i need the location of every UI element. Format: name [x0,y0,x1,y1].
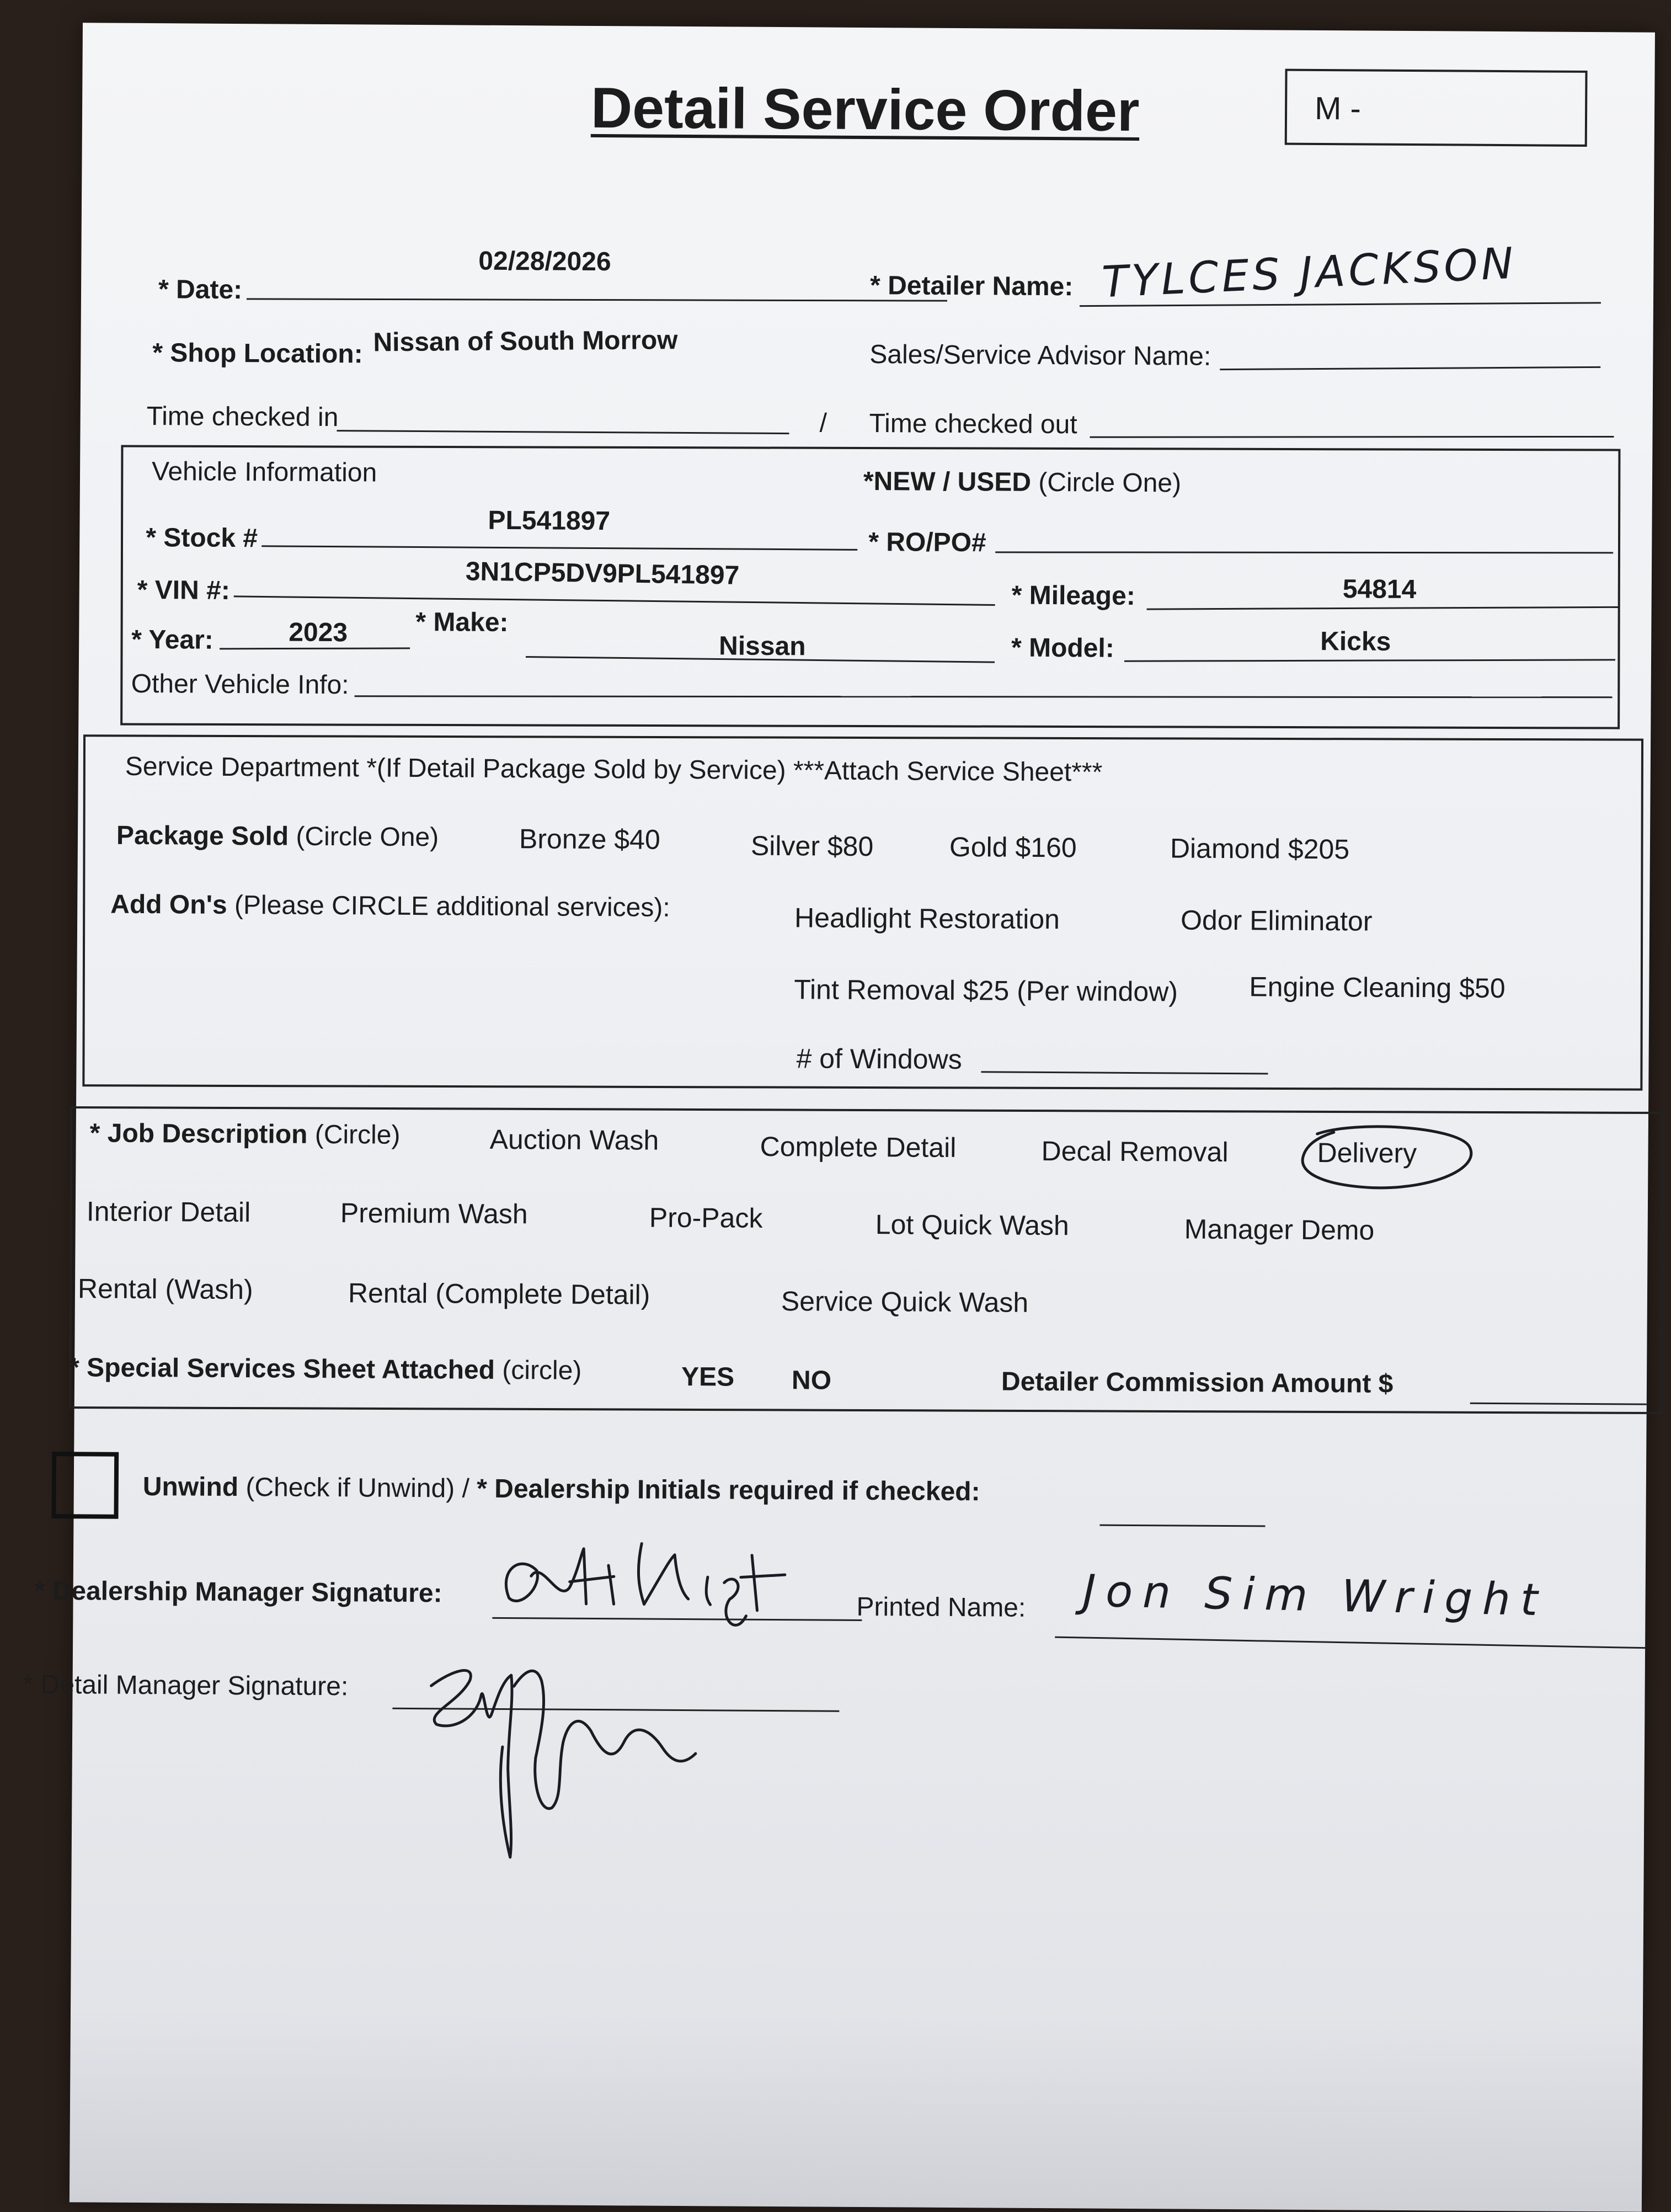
make-value: Nissan [718,631,806,662]
job-delivery[interactable]: Delivery [1317,1137,1417,1169]
time-out-label: Time checked out [869,409,1077,440]
date-line [247,298,947,301]
ro-po-label: * RO/PO# [868,527,986,558]
addon-odor-eliminator[interactable]: Odor Eliminator [1180,904,1373,937]
mileage-value: 54814 [1342,574,1417,605]
job-description-note: (Circle) [314,1120,401,1150]
detailer-commission-label: Detailer Commission Amount $ [1001,1367,1394,1399]
advisor-name-label: Sales/Service Advisor Name: [869,340,1211,371]
form-number-box [1285,69,1588,147]
job-interior-detail[interactable]: Interior Detail [86,1196,251,1228]
year-value: 2023 [289,617,348,648]
addon-tint-removal[interactable]: Tint Removal $25 (Per window) [794,974,1178,1008]
detail-manager-signature [414,1647,724,1869]
package-silver[interactable]: Silver $80 [750,830,874,862]
special-services-label: * Special Services Sheet Attached [68,1353,495,1385]
mileage-label: * Mileage: [1011,580,1135,611]
time-separator: / [819,408,828,438]
stock-label: * Stock # [146,523,258,553]
service-order-paper [23,23,1655,2211]
job-rental-wash[interactable]: Rental (Wash) [77,1273,253,1305]
job-service-quick-wash[interactable]: Service Quick Wash [781,1286,1029,1318]
new-used-note: (Circle One) [1038,467,1182,498]
detailer-name-value: TYLCES JACKSON [1101,238,1518,308]
date-value: 02/28/2026 [478,246,611,277]
dealership-manager-signature-label: * Dealership Manager Signature: [34,1576,442,1608]
printed-name-line [1055,1637,1645,1649]
job-auction-wash[interactable]: Auction Wash [489,1123,659,1156]
detailer-name-label: * Detailer Name: [869,271,1074,302]
addon-headlight-restoration[interactable]: Headlight Restoration [794,902,1060,935]
unwind-checkbox[interactable] [51,1452,119,1519]
package-sold-label: Package Sold [116,820,289,851]
package-bronze[interactable]: Bronze $40 [519,823,660,855]
add-ons-note: (Please CIRCLE additional services): [234,891,670,923]
add-ons-label: Add On's [110,889,227,920]
job-manager-demo[interactable]: Manager Demo [1184,1213,1375,1246]
advisor-name-line [1220,366,1600,370]
unwind-label: Unwind [142,1472,239,1502]
job-lot-quick-wash[interactable]: Lot Quick Wash [875,1209,1069,1241]
stock-value: PL541897 [488,505,611,536]
model-label: * Model: [1011,633,1114,663]
printed-name-value: Jon Sim Wright [1082,1565,1549,1626]
special-services-yes[interactable]: YES [681,1362,735,1392]
special-services-no[interactable]: NO [791,1366,832,1395]
date-label: * Date: [158,275,243,305]
other-vehicle-info-label: Other Vehicle Info: [131,669,349,700]
time-out-line [1090,436,1614,438]
job-description-label: * Job Description [89,1118,308,1149]
vehicle-info-label: Vehicle Information [151,457,377,488]
service-department-label: Service Department *(If Detail Package Sold by Service) ***Attach Service Sheet*** [125,751,1103,787]
dealership-initials-label: * Dealership Initials required if checked: [477,1474,980,1507]
unwind-note: (Check if Unwind) / [245,1473,470,1504]
page-shadow [70,2009,1643,2211]
year-label: * Year: [131,625,213,655]
printed-name-label: Printed Name: [856,1592,1026,1623]
job-complete-detail[interactable]: Complete Detail [760,1131,957,1164]
job-decal-removal[interactable]: Decal Removal [1041,1135,1229,1168]
model-value: Kicks [1320,627,1391,657]
new-used-option[interactable]: *NEW / USED [863,466,1032,497]
special-services-note: (circle) [502,1355,582,1385]
job-rental-complete-detail[interactable]: Rental (Complete Detail) [348,1277,650,1310]
make-label: * Make: [415,607,509,638]
dealership-manager-signature [487,1537,829,1639]
windows-count-label: # of Windows [796,1043,962,1075]
detail-manager-signature-label: * Detail Manager Signature: [23,1670,349,1702]
job-pro-pack[interactable]: Pro-Pack [649,1202,763,1234]
package-diamond[interactable]: Diamond $205 [1170,833,1350,865]
package-sold-note: (Circle One) [296,822,439,852]
shop-location-value: Nissan of South Morrow [373,326,678,358]
package-gold[interactable]: Gold $160 [949,831,1077,864]
form-number-label: M - [1314,90,1362,127]
time-in-label: Time checked in [146,402,339,433]
vin-label: * VIN #: [137,575,230,605]
dealership-initials-line [1099,1525,1265,1527]
vin-value: 3N1CP5DV9PL541897 [465,557,740,590]
addon-engine-cleaning[interactable]: Engine Cleaning $50 [1249,971,1505,1004]
job-premium-wash[interactable]: Premium Wash [340,1197,528,1230]
form-title: Detail Service Order [590,76,1140,143]
time-in-line [337,430,789,434]
delivery-circle-mark [1295,1120,1483,1198]
shop-location-label: * Shop Location: [152,338,363,369]
